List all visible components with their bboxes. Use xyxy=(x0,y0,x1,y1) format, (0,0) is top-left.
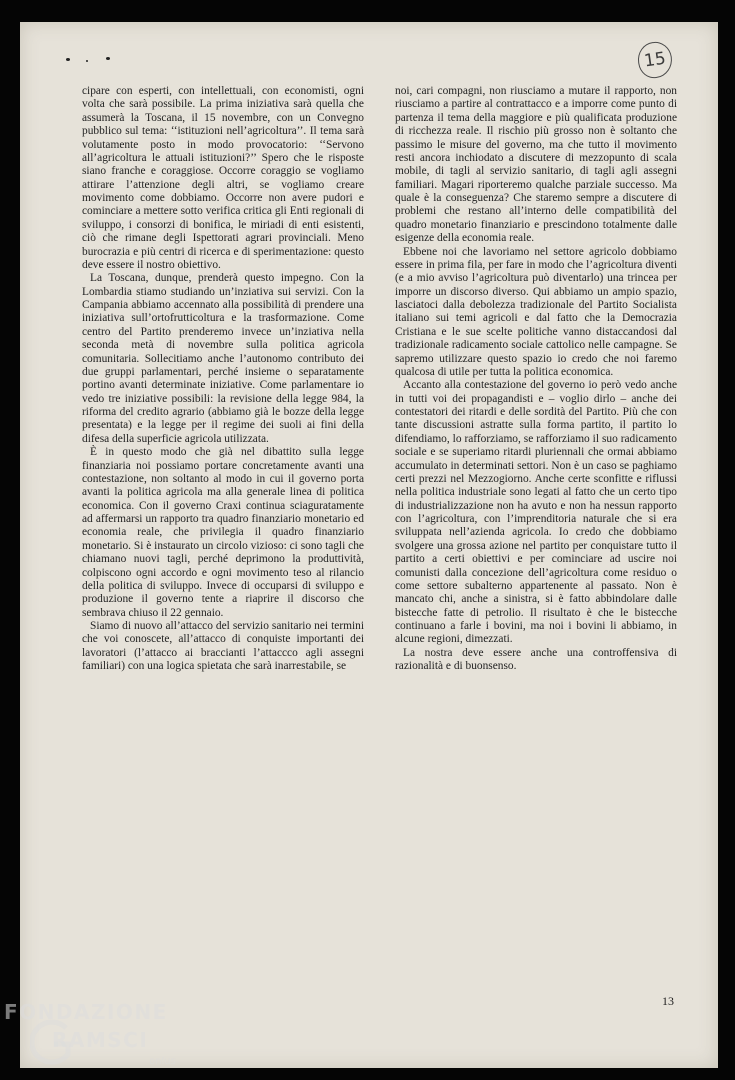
paragraph: noi, cari compagni, non riusciamo a mutare il rapporto, non riusciamo a partire al contrattacco e a imporre come punto di partenza il tema della maggiore e più qualificata produzione di ricchezza reale. Il rischio più grosso non è soltanto che passimo le misure del governo, ma che tutto il movimento resti ancora inchiodato a discutere di mezzopunto di scala mobile, di tagli al servizio sanitario, di tagli agli assegni familiari. Magari riporteremo qualche parziale successo. Ma quale è la conseguenza? Che staremo sempre a discutere di problemi che restano all’interno delle compatibilità del quadro monetario finanziario e prescindono totalmente dalle esigenze della economia reale. xyxy=(395,85,677,245)
paragraph: Ebbene noi che lavoriamo nel settore agricolo dobbiamo essere in prima fila, per fare in modo che l’agricoltura diventi (e a mio avviso l’agricoltura può diventarlo) una trincea per imporre un discorso diverso. Qui abbiamo un ampio spazio, lasciatoci dalla debolezza tradizionale del Partito Socialista italiano sui temi agricoli e dal fatto che la Democrazia Cristiana e le sue scelte politiche vanno distaccandosi dal tradizionale radicamento sociale cattolico nelle campagne. Se sapremo utilizzare questo spazio io credo che noi faremo qualcosa di utile per tutta la politica economica. xyxy=(395,245,677,378)
handwritten-page-number xyxy=(636,40,675,80)
watermark-line-1: FONDAZIONE xyxy=(4,1000,168,1024)
watermark-line-3: onlus xyxy=(149,1056,176,1067)
paragraph: cipare con esperti, con intellettuali, con economisti, ogni volta che sarà possibile. La prima iniziativa sarà quella che assumerà la Toscana, il 15 novembre, con un Convegno pubblico sul tema: ‘‘istituzioni nell’agricoltura’’. Il tema sarà volutamente posto in modo provocatorio: ‘‘Servono all’agricoltura le attuali istituzioni?’’ Spero che le risposte siano franche e coraggiose. Occorre coraggio se vogliamo attirare l’attenzione degli altri, se vogliamo creare movimento come dobbiamo. Occorre non avere pudori e cominciare a mettere sotto verifica critica gli Enti regionali di sviluppo, i consorzi di bonifica, le miriadi di enti esistenti, ciò che rimane degli Ispettorati agrari provinciali. Meno burocrazia e più centri di ricerca e di sperimentazione: questo deve essere il nostro obiettivo. xyxy=(82,85,364,271)
handwritten-page-number-text: 15 xyxy=(642,48,668,72)
paragraph: Accanto alla contestazione del governo io però vedo anche in tutti voi dei propagandisti e – voglio dirlo – anche dei contestatori dei ritardi e delle sordità del Partito. Più che con tante discussioni astratte sulla forma partito, il partito lo difendiamo, lo rafforziamo, se rafforziamo il suo radicamento sociale e se superiamo ritardi pluriennali che ormai abbiamo accumulato in determinati settori. Non è un caso se paghiamo certi prezzi nel Mezzogiorno. Anche certe sconfitte e riflussi nella politica industriale sono legati al fatto che un certo tipo di industrializzazione non ha avuto e non ha nessun rapporto con l’agricoltura, con l’imprenditoria naturale che si era sviluppata nell’azienda agricola. Io credo che dobbiamo svolgere una grossa azione nel partito per conquistare tutto il partito a certi obiettivi e per cominciare ad uscire noi comunisti dalla concezione dell’agricoltura come residuo o come settore subalterno appartenente al passato. Non è mancato chi, anche a sinistra, si è fatto abbindolare dalle bistecche fatte di petrolio. Il risultato è che le bistecche continuano a farle i bovini, ma noi i bovini li abbiamo, in alcune regioni, dimezzati. xyxy=(395,379,677,646)
paragraph: La Toscana, dunque, prenderà questo impegno. Con la Lombardia stiamo studiando un’inziativa sui servizi. Con la Campania abbiamo accennato alla possibilità di prendere una iniziativa sull’ortofrutticoltura e la trasformazione. Come centro del Partito prenderemo invece un’inziativa nella seconda metà di novembre sulla politica agricola comunitaria. Sollecitiamo anche l’autonomo contributo dei due gruppi parlamentari, perché insieme o separatamente portino avanti determinate iniziative. Come parlamentare io vedo tre iniziative possibili: la revisione della legge 984, la riforma del credito agrario (abbiamo già le bozze della legge presentata) e la legge per il regime dei suoli ai fini della difesa della superficie agricola utilizzata. xyxy=(82,272,364,445)
paragraph: Siamo di nuovo all’attacco del servizio sanitario nei termini che voi conoscete, all’attacco di conquiste importanti dei lavoratori (l’attacco ai braccianti l’attaccco agli assegni familiari) con una logica spietata che sarà inarrestabile, se xyxy=(82,620,364,673)
fondazione-gramsci-watermark xyxy=(4,1000,204,1080)
paragraph: La nostra deve essere anche una controffensiva di razionalità e di buonsenso. xyxy=(395,646,677,673)
right-text-column xyxy=(395,85,677,674)
paragraph: È in questo modo che già nel dibattito sulla legge finanziaria noi possiamo portare concretamente avanti una contestazione, non soltanto al modo in cui il governo porta avanti la politica agricola ma alla generale linea di politica economica. Con il governo Craxi continua sciaguratamente ad affermarsi un rapporto tra quadro finanziario monetario ed economia reale, che privilegia il quadro finanziario monetario. Si è instaurato un circolo vizioso: ci sono tagli che chiamano nuovi tagli, perché deprimono la produttività, colpiscono ogni accordo e ogni movimento teso al rilancio della politica di sviluppo. Invece di occuparsi di sviluppo e produzione il governo tente a riaprire il discorso che sembrava chiuso il 22 gennaio. xyxy=(82,446,364,619)
document-page xyxy=(20,22,718,1068)
left-text-column xyxy=(82,85,364,674)
watermark-line-2: RAMSCI xyxy=(52,1028,149,1052)
page-number: 13 xyxy=(662,994,674,1008)
